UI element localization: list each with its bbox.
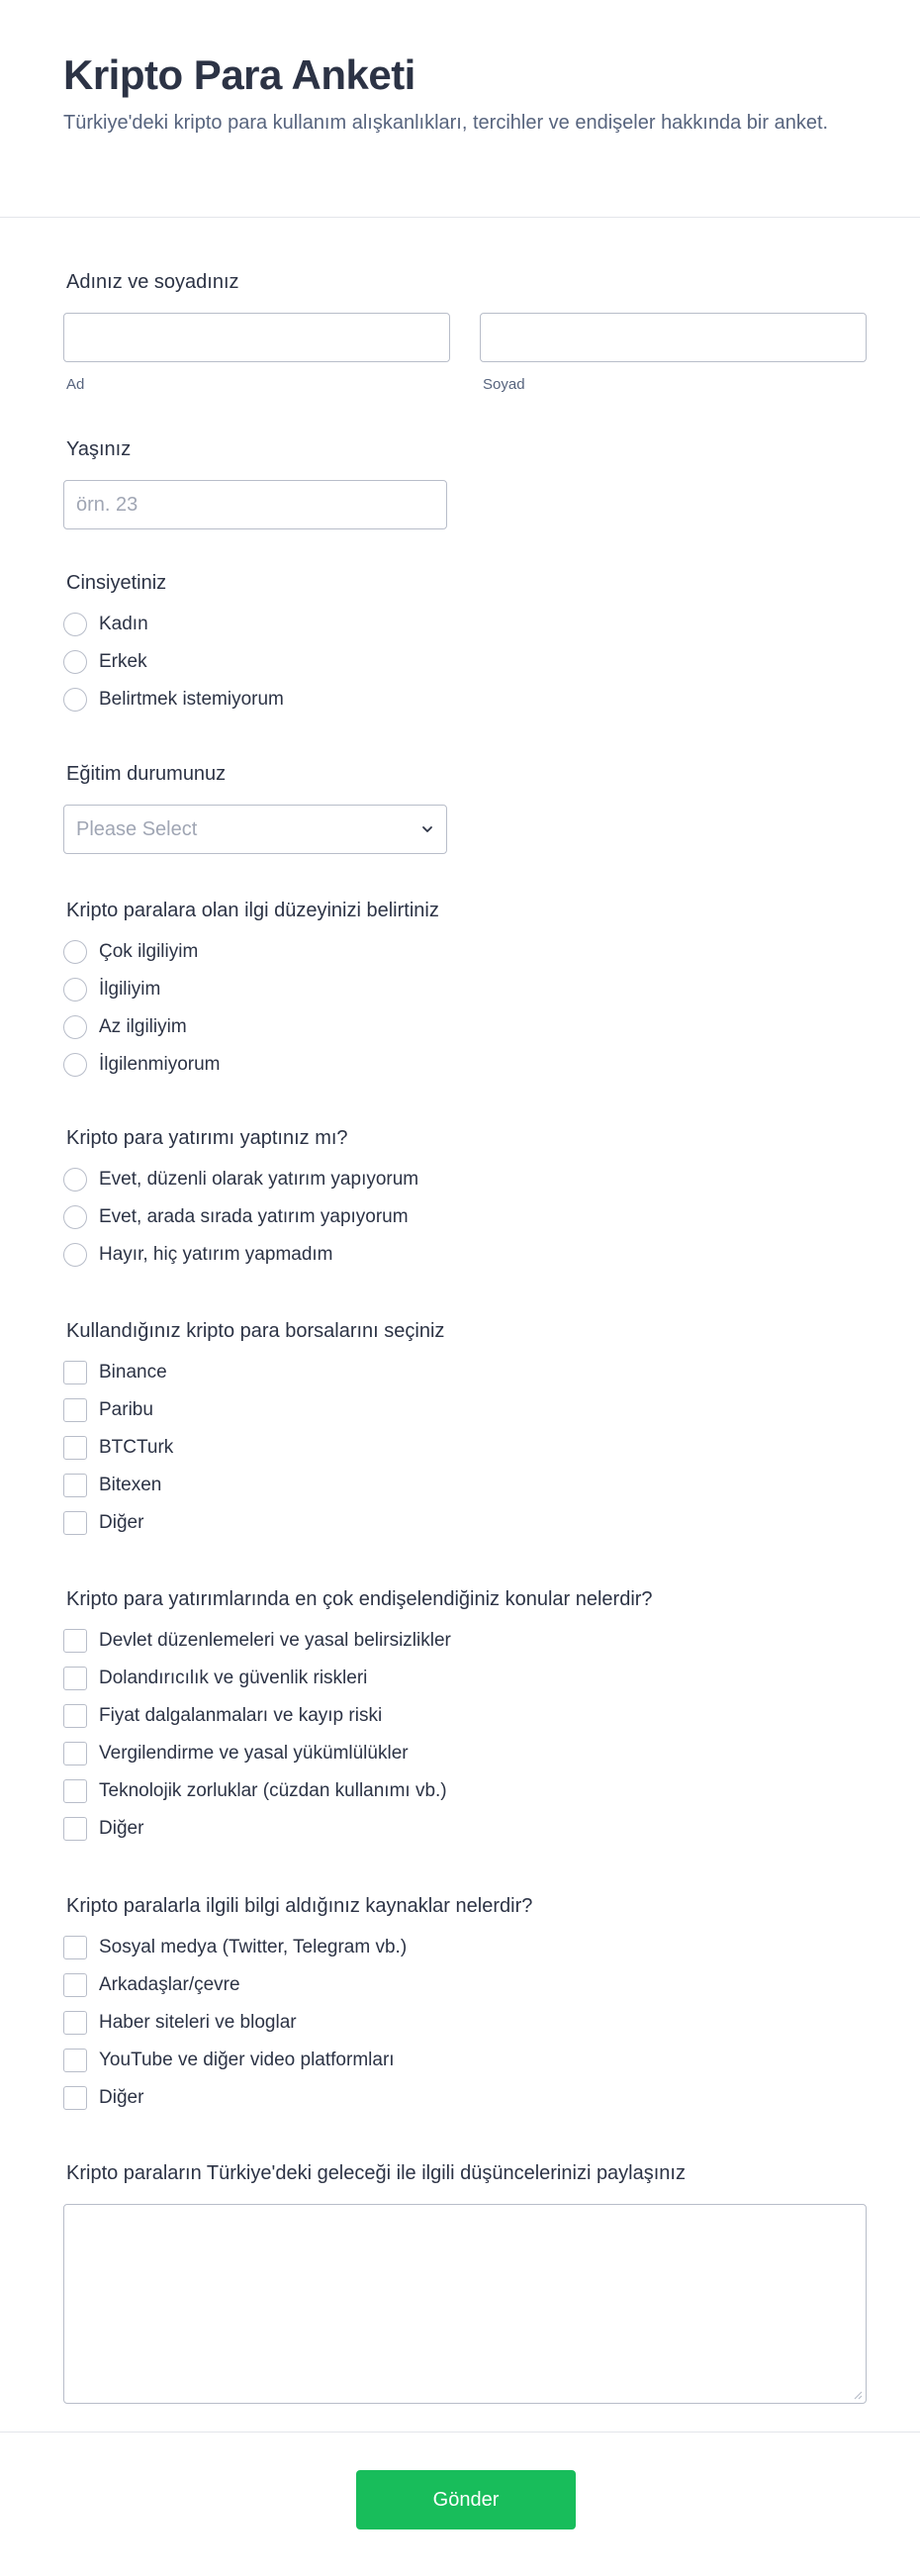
first-name-input[interactable] [63,313,450,362]
option-label: Teknolojik zorluklar (cüzdan kullanımı vb.) [99,1780,447,1801]
gender-question [63,570,867,718]
investment-label: Kripto para yatırımı yaptınız mı? [66,1127,348,1149]
education-select[interactable] [63,805,447,854]
option-label: İlgilenmiyorum [99,1054,221,1075]
name-label: Adınız ve soyadınız [66,271,239,293]
option-label: Diğer [99,1512,144,1533]
exchange-question [63,1318,867,1542]
option-label: Hayır, hiç yatırım yapmadım [99,1244,333,1265]
concern-option[interactable] [63,1810,867,1848]
radio-button[interactable] [63,650,87,674]
option-label: Fiyat dalgalanmaları ve kayıp riski [99,1705,383,1726]
checkbox[interactable] [63,1973,87,1997]
radio-button[interactable] [63,613,87,636]
gender-option[interactable] [63,606,867,643]
interest-question [63,898,867,1084]
source-question [63,1893,867,2117]
checkbox[interactable] [63,1742,87,1765]
form-header [0,0,920,218]
name-question [63,269,867,393]
option-label: Diğer [99,2087,144,2108]
gender-option[interactable] [63,681,867,718]
age-label: Yaşınız [66,438,132,460]
interest-label: Kripto paralara olan ilgi düzeyinizi belirtiniz [66,900,439,921]
future-label: Kripto paraların Türkiye'deki geleceği ile ilgili düşüncelerinizi paylaşınız [66,2162,686,2184]
option-label: İlgiliyim [99,979,161,1000]
radio-button[interactable] [63,1168,87,1192]
gender-option[interactable] [63,643,867,681]
select-placeholder: Please Select [76,817,198,840]
future-question [63,2160,867,2404]
radio-button[interactable] [63,1015,87,1039]
checkbox[interactable] [63,1398,87,1422]
checkbox[interactable] [63,1936,87,1959]
resize-handle-icon[interactable] [853,2390,863,2400]
form-subtitle: Türkiye'deki kripto para kullanım alışkanlıkları, tercihler ve endişeler hakkında bir anket. [63,112,829,134]
option-label: Çok ilgiliyim [99,941,199,962]
interest-option[interactable] [63,933,867,971]
submit-button[interactable]: Gönder [356,2470,576,2529]
radio-button[interactable] [63,1053,87,1077]
checkbox[interactable] [63,1474,87,1497]
gender-label: Cinsiyetiniz [66,572,167,594]
checkbox[interactable] [63,1629,87,1653]
checkbox[interactable] [63,1779,87,1803]
option-label: Vergilendirme ve yasal yükümlülükler [99,1743,409,1764]
concern-question [63,1586,867,1848]
interest-option[interactable] [63,1046,867,1084]
checkbox[interactable] [63,2049,87,2072]
education-label: Eğitim durumunuz [66,763,227,785]
option-label: Bitexen [99,1475,162,1495]
form-title: Kripto Para Anketi [63,51,415,98]
concern-option[interactable] [63,1735,867,1772]
investment-option[interactable] [63,1161,867,1198]
age-input[interactable] [63,480,447,529]
future-textarea[interactable] [63,2204,867,2404]
exchange-option[interactable] [63,1391,867,1429]
age-question [63,436,867,529]
first-name-sublabel: Ad [66,376,85,393]
option-label: Evet, düzenli olarak yatırım yapıyorum [99,1169,419,1190]
option-label: YouTube ve diğer video platformları [99,2050,395,2070]
investment-option[interactable] [63,1236,867,1274]
source-option[interactable] [63,1966,867,2004]
source-option[interactable] [63,2042,867,2079]
interest-option[interactable] [63,971,867,1008]
checkbox[interactable] [63,2086,87,2110]
exchange-option[interactable] [63,1354,867,1391]
exchange-label: Kullandığınız kripto para borsalarını seçiniz [66,1320,445,1342]
radio-button[interactable] [63,1243,87,1267]
radio-button[interactable] [63,1205,87,1229]
last-name-input[interactable] [480,313,867,362]
exchange-option[interactable] [63,1467,867,1504]
option-label: Paribu [99,1399,153,1420]
radio-button[interactable] [63,978,87,1002]
concern-option[interactable] [63,1772,867,1810]
radio-button[interactable] [63,688,87,712]
chevron-down-icon [420,822,434,836]
option-label: Binance [99,1362,167,1383]
exchange-option[interactable] [63,1429,867,1467]
option-label: BTCTurk [99,1437,174,1458]
option-label: Az ilgiliyim [99,1016,187,1037]
checkbox[interactable] [63,1436,87,1460]
checkbox[interactable] [63,1667,87,1690]
checkbox[interactable] [63,1361,87,1384]
checkbox[interactable] [63,1511,87,1535]
checkbox[interactable] [63,2011,87,2035]
interest-option[interactable] [63,1008,867,1046]
option-label: Sosyal medya (Twitter, Telegram vb.) [99,1937,408,1957]
last-name-sublabel: Soyad [483,376,525,393]
radio-button[interactable] [63,940,87,964]
concern-option[interactable] [63,1622,867,1660]
source-option[interactable] [63,2004,867,2042]
option-label: Devlet düzenlemeleri ve yasal belirsizlikler [99,1630,451,1651]
investment-question [63,1125,867,1274]
option-label: Haber siteleri ve bloglar [99,2012,297,2033]
education-question [63,761,867,854]
concern-label: Kripto para yatırımlarında en çok endişelendiğiniz konular nelerdir? [66,1588,653,1610]
exchange-option[interactable] [63,1504,867,1542]
option-label: Dolandırıcılık ve güvenlik riskleri [99,1668,368,1688]
option-label: Kadın [99,614,148,634]
source-option[interactable] [63,1929,867,1966]
source-option[interactable] [63,2079,867,2117]
source-label: Kripto paralarla ilgili bilgi aldığınız kaynaklar nelerdir? [66,1895,533,1917]
option-label: Diğer [99,1818,144,1839]
investment-option[interactable] [63,1198,867,1236]
checkbox[interactable] [63,1817,87,1841]
concern-option[interactable] [63,1660,867,1697]
form-footer [0,2432,920,2576]
concern-option[interactable] [63,1697,867,1735]
option-label: Erkek [99,651,147,672]
option-label: Belirtmek istemiyorum [99,689,284,710]
option-label: Evet, arada sırada yatırım yapıyorum [99,1206,409,1227]
option-label: Arkadaşlar/çevre [99,1974,240,1995]
checkbox[interactable] [63,1704,87,1728]
